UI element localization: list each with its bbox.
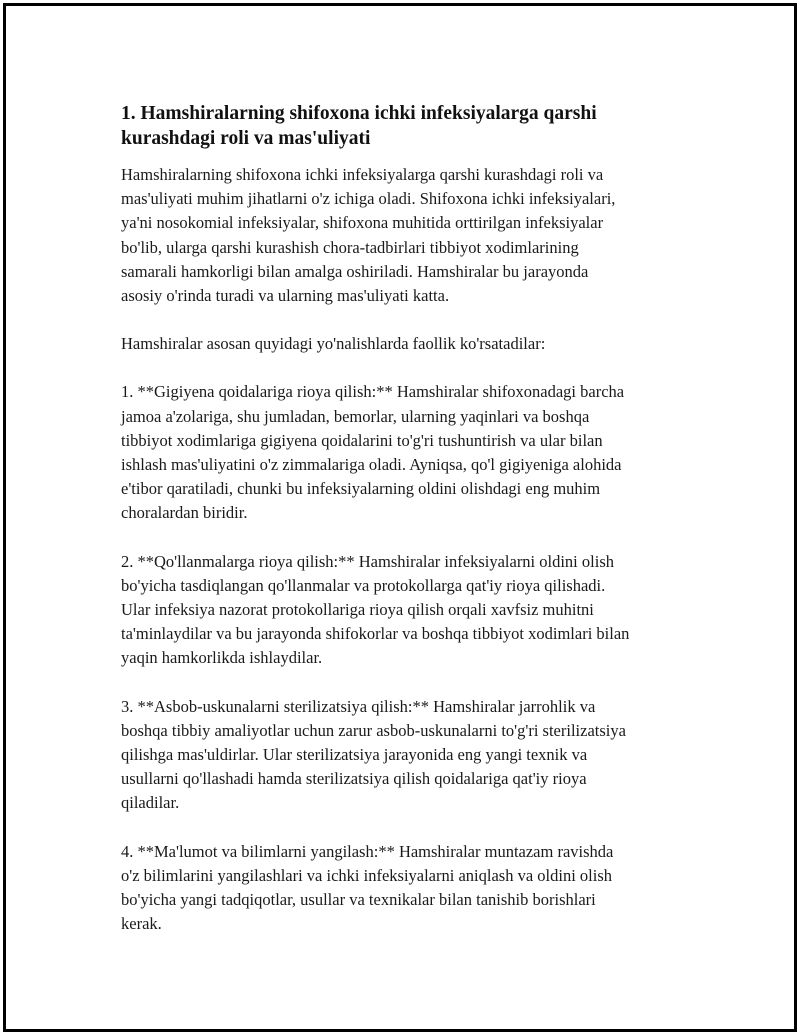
list-item-sterilization: 3. **Asbob-uskunalarni sterilizatsiya qilish:** Hamshiralar jarrohlik va boshqa tibbiy amaliyotlar uchun zarur asbob-uskunalarni to'g'ri sterilizatsiya qilishga mas'uldirlar. Ular sterilizatsiya jarayonida eng yangi texnik va usullarni qo'llashadi hamda sterilizatsiya qilish qoidalariga qat'iy rioya qiladilar.	[121, 696, 626, 813]
list-item-hygiene: 1. **Gigiyena qoidalariga rioya qilish:** Hamshiralar shifoxonadagi barcha jamoa a'zolariga, shu jumladan, bemorlar, ularning yaqinlari va boshqa tibbiyot xodimlariga gigiyena qoidalarini to'g'ri tushuntirish va ular bilan ishlash mas'uliyatini o'z zimmalariga oladi. Ayniqsa, qo'l gigiyeniga alohida e'tibor qaratiladi, chunki bu infeksiyalarning oldini olishdagi eng muhim choralardan biridir.	[121, 382, 625, 523]
page-frame	[3, 3, 797, 1032]
document-content	[121, 101, 691, 960]
list-item-knowledge: 4. **Ma'lumot va bilimlarni yangilash:** Hamshiralar muntazam ravishda o'z bilimlarini yangilashlari va ichki infeksiyalarni aniqlash va oldini olish bo'yicha yangi tadqiqotlar, usullar va texnikalar bilan tanishib borishlari kerak.	[121, 841, 614, 934]
section-heading: 1. Hamshiralarning shifoxona ichki infeksiyalarga qarshi kurashdagi roli va mas'uliyati	[121, 103, 597, 149]
list-item-guidelines: 2. **Qo'llanmalarga rioya qilish:** Hamshiralar infeksiyalarni oldini olish bo'yicha tasdiqlangan qo'llanmalar va protokollarga qat'iy rioya qilishadi. Ular infeksiya nazorat protokollariga rioya qilish orqali xavfsiz muhitni ta'minlaydilar va bu jarayonda shifokorlar va boshqa tibbiyot xodimlari bilan yaqin hamkorlikda ishlaydilar.	[121, 551, 630, 668]
intro-paragraph: Hamshiralarning shifoxona ichki infeksiyalarga qarshi kurashdagi roli va mas'uliyati muhim jihatlarni o'z ichiga oladi. Shifoxona ichki infeksiyalari, ya'ni nosokomial infeksiyalar, shifoxona muhitida orttirilgan infeksiyalar bo'lib, ularga qarshi kurashish chora-tadbirlari tibbiyot xodimlarining samarali hamkorligi bilan amalga oshiriladi. Hamshiralar bu jarayonda asosiy o'rinda turadi va ularning mas'uliyati katta.	[121, 165, 616, 306]
directions-paragraph: Hamshiralar asosan quyidagi yo'nalishlarda faollik ko'rsatadilar:	[121, 334, 546, 354]
